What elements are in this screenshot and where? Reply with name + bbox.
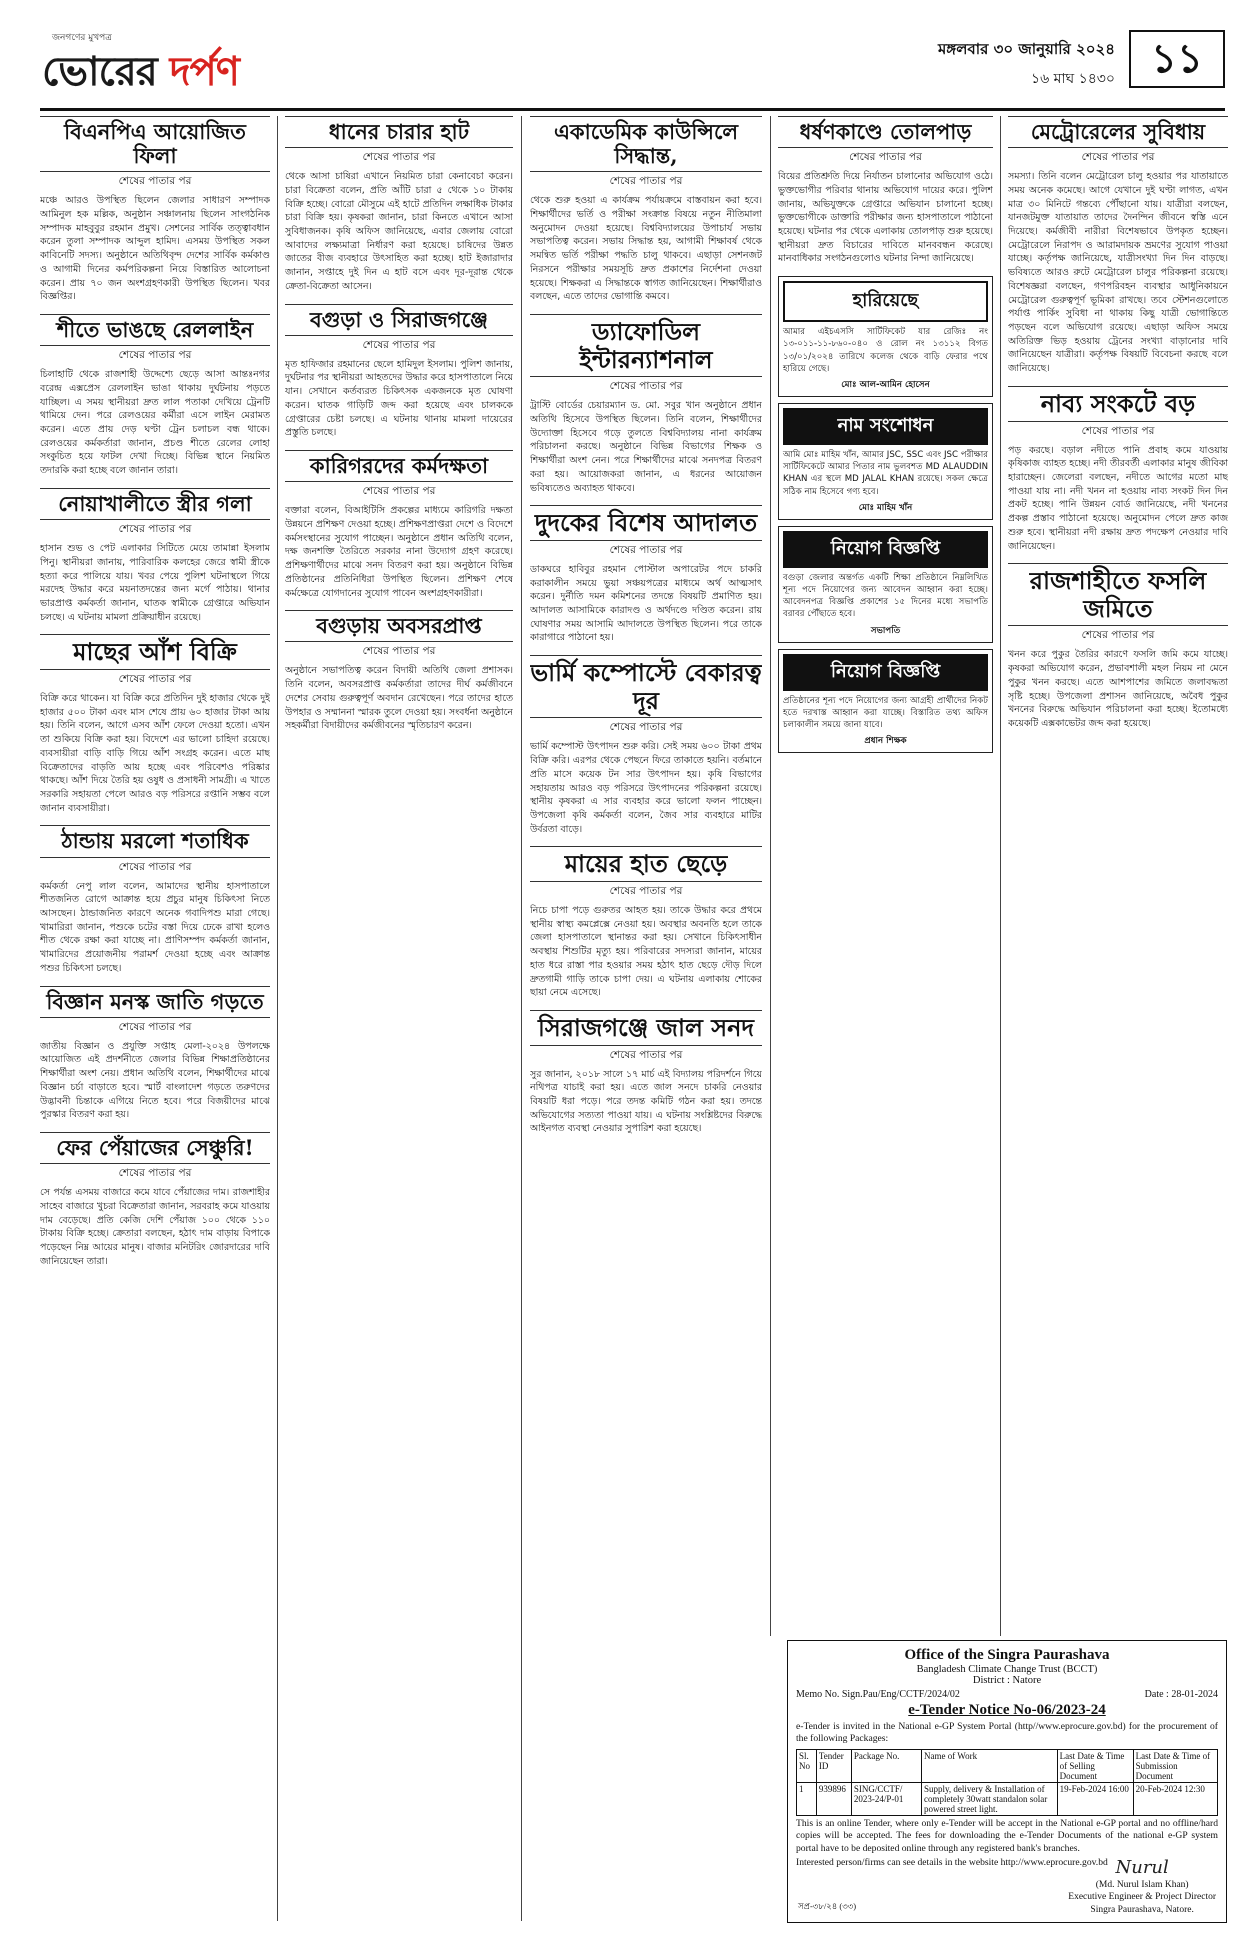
article-headline: ধানের চারার হাট — [285, 116, 513, 148]
article — [285, 304, 513, 440]
article-body: হাসান শুভ ও পেট এলাকার সিটিতে মেয়ে তামান্না ইসলাম পিনু। স্থানীয়রা জানায়, পারিবারিক কলহের জেরে স্বামী স্ত্রীকে হত্যা করে পালিয়ে যায়। খবর পেয়ে পুলিশ ঘটনাস্থলে গিয়ে মরদেহ উদ্ধার করে ময়নাতদন্তের জন্য মর্গে পাঠায়। থানার ভারপ্রাপ্ত কর্মকর্তা জানান, ঘাতক স্বামীকে গ্রেপ্তারে অভিযান চলছে। এ ঘটনায় মামলা প্রক্রিয়াধীন রয়েছে। — [40, 543, 270, 623]
table-cell: 19-Feb-2024 16:00 — [1057, 1782, 1133, 1815]
tender-sub1: Bangladesh Climate Change Trust (BCCT) — [916, 1664, 1098, 1675]
column-2 — [285, 116, 513, 1925]
article-body: সে পর্যন্ত এসময় বাজারে কমে যাবে পেঁয়াজের দাম। রাজশাহীর সাহেব বাজারে খুচরা বিক্রেতারা জানান, সরবরাহ কমে যাওয়ায় দাম বেড়েছে। প্রতি কেজি দেশি পেঁয়াজ ১০০ থেকে ১১০ টাকায় বিক্রি হচ্ছে। ক্রেতারা বলছেন, হঠাৎ দাম বাড়ায় বিপাকে পড়েছেন নিম্ন আয়ের মানুষ। বাজার মনিটরিং জোরদারের দাবি জানিয়েছেন তারা। — [40, 1187, 270, 1267]
table-header-cell: Last Date & Time of Submission Document — [1133, 1749, 1217, 1782]
article-headline: ঠান্ডায় মরলো শতাধিক — [40, 825, 270, 857]
article-continuation-note: শেষের পাতার পর — [362, 151, 436, 164]
article-body: ভার্মি কম্পোস্ট উৎপাদন শুরু করি। সেই সময় ৬০০ টাকা প্রথম বিক্রি করি। এরপর থেকে পেছনে ফিরে তাকাতে হয়নি। বর্তমানে প্রতি মাসে কয়েক টন সার উৎপাদন হয়। কৃষি বিভাগের সহায়তায় আরও বড় পরিসরে উৎপাদনের পরিকল্পনা রয়েছে। স্থানীয় কৃষকরা এ সার ব্যবহার করে ভালো ফলন পাচ্ছেন। উপজেলা কৃষি কর্মকর্তা বলেন, জৈব সার ব্যবহারে মাটির উর্বরতা বাড়ে। — [530, 741, 762, 835]
article-headline: ড্যাফোডিল ইন্টারন্যাশনাল — [530, 314, 762, 377]
name-correction-sign: মোঃ মাহিম খাঁন — [858, 502, 913, 513]
logo-text-b: দর্পণ — [169, 48, 239, 95]
article-body: বক্তারা বলেন, বিআইটিসি প্রকল্পের মাধ্যমে কারিগরি দক্ষতা উন্নয়নে প্রশিক্ষণ দেওয়া হচ্ছে। প্রশিক্ষণপ্রাপ্তরা দেশে ও বিদেশে কর্মসংস্থানের সুযোগ পাচ্ছেন। অনুষ্ঠানে প্রধান অতিথি বলেন, দক্ষ জনশক্তি তৈরিতে সরকার নানা উদ্যোগ গ্রহণ করেছে। প্রশিক্ষণার্থীদের মাঝে সনদ বিতরণ করা হয়। অনুষ্ঠানে বিভিন্ন প্রতিষ্ঠানের প্রতিনিধিরা উপস্থিত ছিলেন। প্রশিক্ষণ শেষে কর্মক্ষেত্রে যোগদানের সুযোগ পাবেন অংশগ্রহণকারীরা। — [285, 505, 513, 599]
article-continuation-note: শেষের পাতার পর — [609, 380, 683, 393]
article-headline: মেট্রোরেলের সুবিধায় — [1008, 116, 1228, 148]
article-body: সুর জানান, ২০১৮ সালে ১৭ মার্চ এই বিদ্যালয় পরিদর্শনে গিয়ে নথিপত্র যাচাই করা হয়। এতে জাল সনদে চাকরি নেওয়ার বিষয়টি ধরা পড়ে। পরে তদন্ত কমিটি গঠন করা হয়। তদন্তে অভিযোগের সত্যতা পাওয়া যায়। এ ঘটনায় সংশ্লিষ্টদের বিরুদ্ধে আইনগত ব্যবস্থা নেওয়ার সুপারিশ করা হয়েছে। — [530, 1068, 762, 1135]
newspaper-logo — [40, 30, 340, 102]
article — [40, 314, 270, 478]
job-notice-title-1: নিয়োগ বিজ্ঞপ্তি — [783, 531, 988, 568]
tender-table — [796, 1749, 1218, 1816]
article-headline: একাডেমিক কাউন্সিলে সিদ্ধান্ত, — [530, 116, 762, 172]
date-gregorian: মঙ্গলবার ৩০ জানুয়ারি ২০২৪ — [937, 40, 1115, 58]
article-body: জাতীয় বিজ্ঞান ও প্রযুক্তি সপ্তাহ মেলা-২০২৪ উপলক্ষে আয়োজিত এই প্রদর্শনীতে জেলার বিভিন্ন শিক্ষাপ্রতিষ্ঠানের শিক্ষার্থীরা অংশ নেয়। প্রধান অতিথি বলেন, শিক্ষার্থীদের মাঝে বিজ্ঞান চর্চা বাড়াতে হবে। স্মার্ট বাংলাদেশ গড়তে তরুণদের উদ্ভাবনী চিন্তাকে এগিয়ে নিতে হবে। পরে বিজয়ীদের মাঝে পুরস্কার বিতরণ করা হয়। — [40, 1040, 270, 1121]
article-continuation-note: শেষের পাতার পর — [362, 485, 436, 498]
tender-title: e-Tender Notice No-06/2023-24 — [908, 1702, 1106, 1718]
article — [530, 116, 762, 304]
article — [778, 116, 993, 266]
name-correction-text: আমি মোঃ মাহিম খাঁন, আমার JSC, SSC এবং JSC পরীক্ষার সার্টিফিকেটে আমার পিতার নাম ভুলবশত MD ALAUDDIN KHAN এর স্থলে MD JALAL KHAN রয়েছে। সকল ক্ষেত্রে সঠিক নাম হিসেবে গণ্য হবে। — [783, 449, 988, 497]
article-body: মৃত হাফিজার রহমানের ছেলে হামিদুল ইসলাম। পুলিশ জানায়, দুর্ঘটনার পর স্থানীয়রা আহতদের উদ্ধার করে হাসপাতালে নিয়ে যান। সেখানে কর্তব্যরত চিকিৎসক একজনকে মৃত ঘোষণা করেন। ঘাতক গাড়িটি জব্দ করা হয়েছে এবং চালককে গ্রেপ্তারের চেষ্টা চলছে। এ ঘটনায় থানায় মামলা দায়েরের প্রস্তুতি চলছে। — [285, 358, 513, 439]
masthead — [40, 30, 1225, 108]
article-continuation-note: শেষের পাতার পর — [849, 151, 922, 164]
table-row — [797, 1782, 1218, 1815]
job-notice-sign-2: প্রধান শিক্ষক — [864, 736, 907, 747]
tender-note2: Interested person/firms can see details in the website http://www.eprocure.gov.bd — [796, 1857, 1108, 1869]
logo-text-a: ভোরের — [42, 48, 170, 95]
article — [40, 634, 270, 815]
article-continuation-note: শেষের পাতার পর — [1081, 629, 1155, 642]
signatory-name: (Md. Nurul Islam Khan) — [1095, 1879, 1189, 1890]
table-cell: 20-Feb-2024 12:30 — [1133, 1782, 1217, 1815]
job-notice-title-2: নিয়োগ বিজ্ঞপ্তি — [783, 654, 988, 691]
table-cell: SING/CCTF/ 2023-24/P-01 — [851, 1782, 921, 1815]
article-body: নিচে চাপা পড়ে গুরুতর আহত হয়। তাকে উদ্ধার করে প্রথমে স্থানীয় স্বাস্থ্য কমপ্লেক্সে নেওয়া হয়। অবস্থার অবনতি হলে তাকে জেলা হাসপাতালে স্থানান্তর করা হয়। সেখানে চিকিৎসাধীন অবস্থায় শিশুটির মৃত্যু হয়। পরিবারের সদস্যরা জানান, মায়ের হাত ধরে রাস্তা পার হওয়ার সময় হঠাৎ হাত ছেড়ে দৌড় দিলে দ্রুতগামী গাড়ি তাকে চাপা দেয়। এ ঘটনায় এলাকায় শোকের ছায়া নেমে এসেছে। — [530, 904, 762, 999]
article-body: থেকে আসা চাষিরা এখানে নিয়মিত চারা কেনাবেচা করেন। চারা বিক্রেতা বলেন, প্রতি আঁটি চারা ৫ থেকে ১০ টাকায় বিক্রি হচ্ছে। বোরো মৌসুমে এই হাটে প্রতিদিন লক্ষাধিক টাকার চারা বিক্রি হয়। কৃষকরা জানান, চারা কিনতে এখানে আসা সুবিধাজনক। কৃষি অফিস জানিয়েছে, এবার জেলায় বোরো আবাদের লক্ষ্যমাত্রা নির্ধারণ করা হয়েছে। চাষিদের উন্নত জাতের বীজ ব্যবহারে উৎসাহিত করা হচ্ছে। হাট ইজারাদার জানান, সপ্তাহে দুই দিন এ হাট বসে এবং দূর-দূরান্ত থেকে ক্রেতা-বিক্রেতা আসেন। — [285, 171, 513, 292]
article — [40, 488, 270, 624]
article-continuation-note: শেষের পাতার পর — [609, 884, 683, 897]
article-continuation-note: শেষের পাতার পর — [118, 349, 192, 362]
table-header-cell: Package No. — [851, 1749, 921, 1782]
article-body: থেকে শুরু হওয়া এ কার্যক্রম পর্যায়ক্রমে বাস্তবায়ন করা হবে। শিক্ষার্থীদের ভর্তি ও পরীক্ষা সংক্রান্ত বিষয়ে নতুন নীতিমালা অনুমোদন দেওয়া হয়েছে। বিশ্ববিদ্যালয়ের উপাচার্য সভায় সভাপতিত্ব করেন। সভায় সিদ্ধান্ত হয়, আগামী শিক্ষাবর্ষ থেকে সমন্বিত ভর্তি পরীক্ষা পদ্ধতি চালু থাকবে। এছাড়া সেশনজট নিরসনে পরীক্ষার সময়সূচি দ্রুত প্রকাশের নির্দেশনা দেওয়া হয়েছে। শিক্ষকরা এ সিদ্ধান্তকে স্বাগত জানিয়েছেন। শিক্ষার্থীরাও বলছেন, এতে তাদের ভোগান্তি কমবে। — [530, 195, 762, 303]
article-headline: বিএনপিএ আয়োজিত ফিলা — [40, 116, 270, 172]
column-3 — [530, 116, 762, 1925]
article-continuation-note: শেষের পাতার পর — [609, 175, 683, 188]
article-headline: বগুড়া ও সিরাজগঞ্জে — [285, 304, 513, 336]
tender-date: Date : 28-01-2024 — [1144, 1689, 1218, 1700]
lost-notice-sign: মোঃ আল-আমিন হোসেন — [841, 379, 930, 390]
article-continuation-note: শেষের পাতার পর — [609, 1048, 683, 1061]
article-headline: বিজ্ঞান মনস্ক জাতি গড়তে — [40, 986, 270, 1018]
article — [530, 505, 762, 645]
job-notice-text-2: প্রতিষ্ঠানের শূন্য পদে নিয়োগের জন্য আগ্রহী প্রার্থীদের নিকট হতে দরখাস্ত আহ্বান করা যাচ্ছে। বিস্তারিত তথ্য অফিস চলাকালীন সময়ে জানা যাবে। — [783, 695, 988, 731]
article — [40, 825, 270, 975]
article — [285, 450, 513, 600]
article-headline: ভার্মি কম্পোস্টে বেকারত্ব দূর — [530, 655, 762, 718]
article-headline: শীতে ভাঙছে রেললাইন — [40, 314, 270, 346]
table-cell: 939896 — [816, 1782, 851, 1815]
article-continuation-note: শেষের পাতার পর — [118, 860, 192, 873]
article-headline: দুদকের বিশেষ আদালত — [530, 505, 762, 541]
column-divider — [521, 116, 522, 1921]
article-body: খনন করে পুকুর তৈরির কারণে ফসলি জমি কমে যাচ্ছে। কৃষকরা অভিযোগ করেন, প্রভাবশালী মহল নিয়ম না মেনে পুকুর খনন করছে। এতে আশপাশের জমিতে জলাবদ্ধতা সৃষ্টি হচ্ছে। উপজেলা প্রশাসন জানিয়েছে, অবৈধ পুকুর খননের বিরুদ্ধে অভিযান পরিচালনা করা হচ্ছে। ইতোমধ্যে কয়েকটি এক্সকাভেটর জব্দ করা হয়েছে। — [1008, 649, 1228, 730]
article-continuation-note: শেষের পাতার পর — [118, 1020, 192, 1033]
date-bengali: ১৬ মাঘ ১৪৩০ — [1031, 71, 1115, 87]
article-continuation-note: শেষের পাতার পর — [118, 523, 192, 536]
tender-signature — [1068, 1856, 1216, 1916]
article-headline: নাব্য সংকটে বড় — [1008, 386, 1228, 422]
article-body: বিয়ের প্রতিশ্রুতি দিয়ে নির্যাতন চালানোর অভিযোগ ওঠে। ভুক্তভোগীর পরিবার থানায় অভিযোগ দায়ের করে। পুলিশ জানায়, অভিযুক্তকে গ্রেপ্তারে অভিযান চালানো হচ্ছে। ভুক্তভোগীকে ডাক্তারি পরীক্ষার জন্য হাসপাতালে পাঠানো হয়েছে। ঘটনার পর থেকে এলাকায় তোলপাড় শুরু হয়েছে। স্থানীয়রা দ্রুত বিচারের দাবিতে মানববন্ধন করেছে। মানবাধিকার সংগঠনগুলোও ঘটনার নিন্দা জানিয়েছে। — [778, 171, 993, 265]
name-correction-ad — [778, 403, 993, 520]
table-header-cell: Last Date & Time of Selling Document — [1057, 1749, 1133, 1782]
article-continuation-note: শেষের পাতার পর — [362, 645, 436, 658]
tender-intro: e-Tender is invited in the National e-GP System Portal (http//www.eprocure.gov.bd) for the procurement of the following Packages: — [796, 1721, 1218, 1745]
logo-tagline: জনগণের মুখপত্র — [52, 33, 112, 43]
article — [40, 986, 270, 1122]
column-1 — [40, 116, 270, 1925]
lost-notice-text: আমার এইচএসসি সার্টিফিকেট যার রেজিঃ নং ১৩-০১১-১১-৮৬০-০৪০ ও রোল নং ১৩১১২ বিগত ১৩/০১/২০২৪ তারিখে কলেজ থেকে বাড়ি ফেরার পথে হারিয়ে গেছে। — [783, 327, 988, 374]
table-header-cell: Name of Work — [921, 1749, 1057, 1782]
lost-notice-ad — [778, 276, 993, 397]
masthead-rule — [40, 108, 1225, 111]
job-notice-sign-1: সভাপতি — [870, 625, 901, 636]
table-cell: Supply, delivery & Installation of completely 30watt standalon solar powered street light. — [921, 1782, 1057, 1815]
article-continuation-note: শেষের পাতার পর — [1081, 151, 1155, 164]
article-headline: ফের পেঁয়াজের সেঞ্চুরি! — [40, 1132, 270, 1164]
article — [285, 610, 513, 733]
article-headline: সিরাজগঞ্জে জাল সনদ — [530, 1010, 762, 1046]
article-body: কর্মকর্তা নেপু লাল বলেন, আমাদের স্থানীয় হাসপাতালে শীতজনিত রোগে আক্রান্ত হয়ে প্রচুর মানুষ চিকিৎসা নিতে আসছেন। ঠান্ডাজনিত কারণে অনেক গবাদিপশু মারা গেছে। খামারিরা জানান, পশুকে চটের বস্তা দিয়ে ঢেকে রাখা হলেও শীত থেকে রক্ষা করা যাচ্ছে না। প্রাণিসম্পদ কর্মকর্তা জানান, খামারিদের প্রয়োজনীয় পরামর্শ দেওয়া হচ্ছে এবং আক্রান্ত পশুর চিকিৎসা চলছে। — [40, 880, 270, 974]
article — [40, 116, 270, 304]
article-headline: নোয়াখালীতে স্ত্রীর গলা — [40, 488, 270, 520]
tender-office: Office of the Singra Paurashava — [904, 1647, 1110, 1663]
tender-footer-code: সপ্র-৩৮/২৪ (৩৩) — [798, 1901, 857, 1911]
page-number: ১১ — [1129, 30, 1225, 88]
signature-mark: Nurul — [1115, 1856, 1169, 1878]
article-body: বিক্রি করে থাকেন। যা বিক্রি করে প্রতিদিন দুই হাজার থেকে দুই হাজার ৫০০ টাকা এবং মাস শেষে প্রায় ৬০ হাজার টাকা আয় হয়। তিনি বলেন, আগে এসব আঁশ ফেলে দেওয়া হতো। এখন তা শুকিয়ে বিক্রি করা হয়। বিদেশে এর ভালো চাহিদা রয়েছে। ব্যবসায়ীরা বাড়ি বাড়ি গিয়ে আঁশ সংগ্রহ করেন। এতে মাছ বিক্রেতাদের বাড়তি আয় হচ্ছে এবং পরিবেশও পরিষ্কার থাকছে। আঁশ দিয়ে তৈরি হয় ওষুধ ও প্রসাধনী সামগ্রী। এ খাতে সরকারি সহায়তা পেলে আরও বড় পরিসরে রপ্তানি সম্ভব বলে জানান ব্যবসায়ীরা। — [40, 692, 270, 814]
article — [530, 1010, 762, 1136]
article-headline: বগুড়ায় অবসরপ্রাপ্ত — [285, 610, 513, 642]
article-headline: ধর্ষণকাণ্ডে তোলপাড় — [778, 116, 993, 148]
article-continuation-note: শেষের পাতার পর — [118, 672, 192, 685]
article — [1008, 563, 1228, 731]
column-divider — [1000, 116, 1001, 1636]
article-body: চিলাহাটি থেকে রাজশাহী উদ্দেশ্যে ছেড়ে আসা আন্তঃনগর বরেন্দ্র এক্সপ্রেস রেললাইন ভাঙা থাকায় দুর্ঘটনায় পড়তে যাচ্ছিল। এ সময় স্থানীয়রা দ্রুত লাল পতাকা দেখিয়ে ট্রেনটি থামিয়ে দেন। পরে রেলওয়ের কর্মীরা এসে লাইন মেরামত করেন। এতে প্রায় দেড় ঘণ্টা ট্রেন চলাচল বন্ধ থাকে। রেলওয়ের কর্মকর্তারা জানান, প্রচণ্ড শীতে রেলের লোহা সংকুচিত হয়ে ফাটল দেখা দিচ্ছে। বিভিন্ন স্থানে নিয়মিত তদারকি করা হচ্ছে বলে জানান তারা। — [40, 369, 270, 477]
article-continuation-note: শেষের পাতার পর — [1081, 424, 1155, 437]
article — [1008, 386, 1228, 553]
article-continuation-note: শেষের পাতার পর — [609, 721, 683, 734]
article-body: সমস্যা। তিনি বলেন মেট্রোরেল চালু হওয়ার পর যাতায়াতে সময় অনেক কমেছে। আগে যেখানে দুই ঘণ্টা লাগত, এখন মাত্র ৩০ মিনিটে গন্তব্যে পৌঁছানো যায়। যাত্রীরা বলছেন, যানজটমুক্ত যাতায়াত তাদের দৈনন্দিন জীবনে স্বস্তি এনে দিয়েছে। কর্মজীবী নারীরা বিশেষভাবে উপকৃত হচ্ছেন। মেট্রোরেলে নিরাপদ ও আরামদায়ক ভ্রমণের সুযোগ পাওয়া যাচ্ছে। কর্তৃপক্ষ জানিয়েছে, যাত্রীসংখ্যা দিন দিন বাড়ছে। ভবিষ্যতে আরও রুটে মেট্রোরেল চালুর পরিকল্পনা রয়েছে। বিশেষজ্ঞরা বলছেন, গণপরিবহন ব্যবস্থার আধুনিকায়নে মেট্রোরেল গুরুত্বপূর্ণ ভূমিকা রাখছে। তবে স্টেশনগুলোতে পর্যাপ্ত পার্কিং সুবিধা না থাকায় কিছু যাত্রী ভোগান্তিতে পড়ছেন বলে অভিযোগ রয়েছে। এছাড়া অফিস সময়ে অতিরিক্ত ভিড় হওয়ায় ট্রেনের সংখ্যা বাড়ানোর দাবি জানিয়েছেন যাত্রীরা। কর্তৃপক্ষ বিষয়টি বিবেচনা করছে বলে জানিয়েছে। — [1008, 171, 1228, 375]
job-notice-text-1: বগুড়া জেলার অন্তর্গত একটি শিক্ষা প্রতিষ্ঠানে নিম্নলিখিত শূন্য পদে নিয়োগের জন্য আবেদন আহ্বান করা হচ্ছে। আবেদনপত্র বিজ্ঞপ্তি প্রকাশের ১৫ দিনের মধ্যে সভাপতি বরাবর পৌঁছাতে হবে। — [783, 572, 988, 620]
tender-note: This is an online Tender, where only e-Tender will be accept in the National e-GP portal and no offline/hard copies will be accepted. The fees for downloading the e-Tender Documents of the national e-GP system portal have to be deposited online through any registered bank's branches. — [796, 1817, 1218, 1854]
table-cell: 1 — [797, 1782, 817, 1815]
article-headline: কারিগরদের কর্মদক্ষতা — [285, 450, 513, 482]
job-notice-ad-2 — [778, 649, 993, 754]
article-body: ট্রাস্টি বোর্ডের চেয়ারম্যান ড. মো. সবুর খান অনুষ্ঠানে প্রধান অতিথি হিসেবে উপস্থিত ছিলেন। তিনি বলেন, শিক্ষার্থীদের উদ্যোক্তা হিসেবে গড়ে তুলতে বিশ্ববিদ্যালয় নানা কার্যক্রম পরিচালনা করছে। অনুষ্ঠানে বিভিন্ন বিভাগের শিক্ষক ও শিক্ষার্থীরা অংশ নেন। পরে শিক্ষার্থীদের মাঝে সনদপত্র বিতরণ করা হয়। আয়োজকরা জানান, এ ধরনের আয়োজন ভবিষ্যতেও অব্যাহত থাকবে। — [530, 400, 762, 494]
article-headline: মাছের আঁশ বিক্রি — [40, 634, 270, 670]
article-body: ডাকঘরে হাবিবুর রহমান পোস্টাল অপারেটর পদে চাকরি করাকালীন সময়ে ভুয়া সঞ্চয়পত্রের মাধ্যমে অর্থ আত্মসাৎ করেন। দুর্নীতি দমন কমিশনের তদন্তে বিষয়টি প্রমাণিত হয়। আদালত আসামিকে কারাদণ্ড ও অর্থদণ্ডে দণ্ডিত করেন। রায় ঘোষণার সময় আসামি আদালতে উপস্থিত ছিলেন। পরে তাকে কারাগারে পাঠানো হয়। — [530, 563, 762, 644]
article-body: মঞ্চে আরও উপস্থিত ছিলেন জেলার সাধারণ সম্পাদক আমিনুল হক মল্লিক, অনুষ্ঠান সঞ্চালনায় ছিলেন সাংগঠনিক সম্পাদক মাহবুবুর রহমান প্রমুখ। সেশনের সার্বিক তত্ত্বাবধান করেন তুলা সম্পাদক আব্দুল হামিদ। এসময় উপস্থিত সকল কাবিনেটি সদস্য। অনুষ্ঠানে অতিথিবৃন্দ দেশের সার্বিক কর্মকাণ্ড ও আগামী দিনের কর্মপরিকল্পনা নিয়ে বিস্তারিত আলোচনা করেন। প্রায় ৭০ জন অংশগ্রহণকারী উপস্থিত ছিলেন। খবর বিজ্ঞপ্তির। — [40, 195, 270, 303]
column-5 — [1008, 116, 1228, 1630]
date-block — [938, 38, 1115, 91]
article-body: পড় করছে। বড়াল নদীতে পানি প্রবাহ কমে যাওয়ায় কৃষিকাজ ব্যাহত হচ্ছে। নদী তীরবর্তী এলাকার মানুষ জীবিকা হারাচ্ছেন। জেলেরা বলছেন, নদীতে আগের মতো মাছ পাওয়া যায় না। নদী খনন না হওয়ায় নাব্য সংকট দিন দিন প্রকট হচ্ছে। পানি উন্নয়ন বোর্ড জানিয়েছে, নদী খননের প্রকল্প প্রস্তাব পাঠানো হয়েছে। অনুমোদন পেলে দ্রুত কাজ শুরু হবে। স্থানীয়রা নদী রক্ষায় দ্রুত পদক্ষেপ নেওয়ার দাবি জানিয়েছেন। — [1008, 444, 1228, 552]
article — [530, 846, 762, 1000]
column-divider — [277, 116, 278, 1921]
article-headline: রাজশাহীতে ফসলি জমিতে — [1008, 563, 1228, 626]
column-divider — [770, 116, 771, 1636]
article — [40, 1132, 270, 1268]
tender-memo: Memo No. Sign.Pau/Eng/CCTF/2024/02 — [796, 1689, 960, 1700]
article-body: অনুষ্ঠানে সভাপতিত্ব করেন বিদায়ী অতিথি জেলা প্রশাসক। তিনি বলেন, অবসরপ্রাপ্ত কর্মকর্তারা তাদের দীর্ঘ কর্মজীবনে দেশের সেবায় গুরুত্বপূর্ণ অবদান রেখেছেন। পরে তাদের হাতে উপহার ও সম্মাননা স্মারক তুলে দেওয়া হয়। সংবর্ধনা অনুষ্ঠানে সহকর্মীরা বিদায়ীদের কর্মজীবনের স্মৃতিচারণ করেন। — [285, 665, 513, 732]
article-continuation-note: শেষের পাতার পর — [609, 543, 683, 556]
article-headline: মায়ের হাত ছেড়ে — [530, 846, 762, 882]
table-header-cell: Tender ID — [816, 1749, 851, 1782]
signatory-office: Singra Paurashava, Natore. — [1090, 1904, 1194, 1915]
lost-notice-title: হারিয়েছে — [783, 281, 988, 322]
name-correction-title: নাম সংশোধন — [783, 408, 988, 445]
signatory-title: Executive Engineer & Project Director — [1068, 1892, 1216, 1903]
article — [285, 116, 513, 294]
article-continuation-note: শেষের পাতার পর — [118, 175, 192, 188]
article — [1008, 116, 1228, 376]
article — [530, 655, 762, 836]
article — [530, 314, 762, 495]
tender-notice — [787, 1640, 1227, 1923]
tender-sub2: District : Natore — [972, 1675, 1042, 1686]
article-continuation-note: শেষের পাতার পর — [362, 338, 436, 351]
table-header-cell: Sl. No — [797, 1749, 817, 1782]
column-4 — [778, 116, 993, 1630]
job-notice-ad-1 — [778, 526, 993, 643]
article-continuation-note: শেষের পাতার পর — [118, 1167, 192, 1180]
